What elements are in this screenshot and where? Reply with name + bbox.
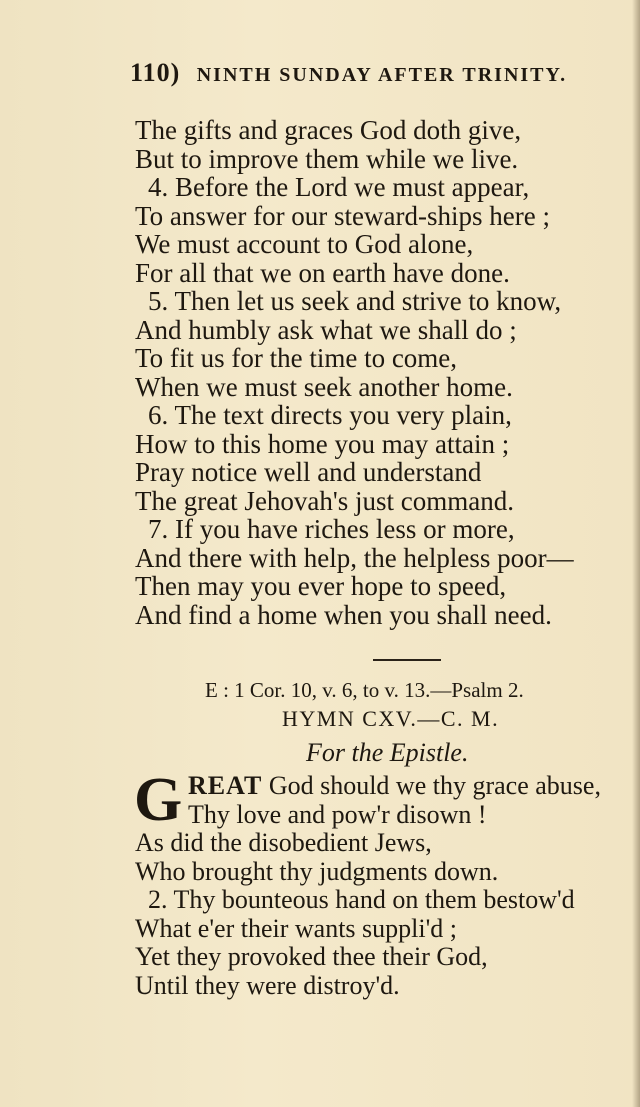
first-word-rest: REAT [188,771,263,800]
verse-line: For all that we on earth have done. [135,257,510,288]
verse-line: 2. Thy bounteous hand on them bestow'd [148,885,575,914]
verse-line-text: God should we thy grace abuse, [268,771,601,800]
verse-line: Who brought thy judgments down. [135,856,499,886]
verse-line: We must account to God alone, [135,229,474,259]
running-header [130,58,635,88]
verse-line: And humbly ask what we shall do ; [135,314,517,345]
page-number: 110) [130,58,181,87]
verse-line: Until they were distroy'd. [135,970,400,1000]
running-title: NINTH SUNDAY AFTER TRINITY. [196,64,568,86]
previous-hymn-verses [0,116,640,629]
verse-line: The gifts and graces God doth give, [135,115,522,145]
verse-line: What e'er their wants suppli'd ; [135,913,458,943]
verse-line: The great Jehovah's just command. [135,485,515,516]
verse-line: But to improve them while we live. [135,143,519,174]
verse-line: As did the disobedient Jews, [135,828,432,857]
verse-line: And find a home when you shall need. [135,599,552,630]
verse-line: Pray notice well and understand [135,457,482,487]
verse-line: To answer for our steward-ships here ; [135,200,550,231]
verse-line: And there with help, the helpless poor— [135,542,574,573]
hymn-title: HYMN CXV.—C. M. [282,706,500,731]
verse-line: Then may you ever hope to speed, [135,571,507,601]
verse-line: When we must seek another home. [135,371,513,402]
verse-line: 7. If you have riches less or more, [148,514,515,544]
verse-line: Thy love and pow'r disown ! [188,799,487,829]
verse-line: To fit us for the time to come, [135,343,458,373]
verse-line: 6. The text directs you very plain, [148,400,512,430]
hymn-verses [0,766,640,1000]
section-divider [373,659,441,661]
verse-line: Yet they provoked thee their God, [135,942,488,971]
verse-line: 5. Then let us seek and strive to know, [148,286,562,316]
scripture-reference: E : 1 Cor. 10, v. 6, to v. 13.—Psalm 2. [205,678,524,702]
verse-line: How to this home you may attain ; [135,428,510,459]
verse-line: 4. Before the Lord we must appear, [148,172,530,202]
drop-cap: G [134,766,183,834]
hymn-occasion: For the Epistle. [306,738,469,767]
verse-line-first [0,772,640,801]
